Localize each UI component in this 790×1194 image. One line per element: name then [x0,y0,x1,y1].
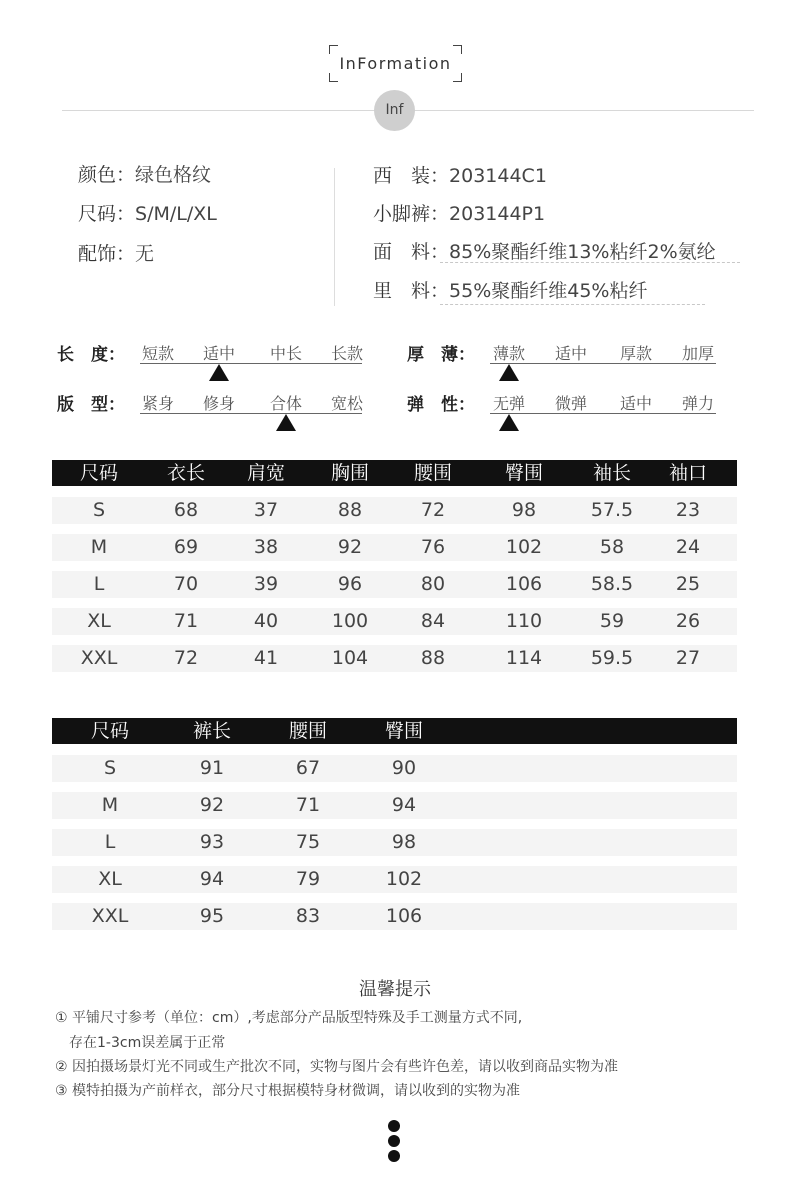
table-cell: 88 [420,647,446,669]
lining-underline [440,304,705,305]
table-row [52,534,737,561]
scale-elasticity-option: 弹力 [681,394,715,413]
table-cell: 72 [420,499,446,521]
table-cell: 94 [199,868,225,890]
table-row [52,571,737,598]
fabric-underline [440,262,740,263]
column-header: 腰围 [413,462,453,484]
table-cell: 58.5 [590,573,634,595]
table-cell: 72 [173,647,199,669]
table-cell: 96 [337,573,363,595]
scale-thickness-marker [499,364,519,381]
table-cell: 67 [295,757,321,779]
table-cell: XXL [91,905,129,927]
information-heading-frame [329,45,462,82]
table-row [52,866,737,893]
table-cell: 57.5 [590,499,634,521]
table-cell: XL [87,610,111,632]
scale-length-option: 中长 [269,344,303,363]
table-row [52,792,737,819]
table-cell: 91 [199,757,225,779]
info-divider [334,168,335,306]
pants-size-table [52,718,737,933]
scale-fit-label: 版 型： [57,395,125,415]
table-cell: 94 [391,794,417,816]
table-cell: L [93,573,105,595]
info-accessory: 配饰：无 [78,243,155,265]
scale-fit-marker [276,414,296,431]
column-header: 臀围 [504,462,544,484]
table-cell: 102 [385,868,423,890]
scale-elasticity-option: 无弹 [492,394,526,413]
table-cell: 75 [295,831,321,853]
table-row [52,755,737,782]
note-line: 存在1-3cm误差属于正常 [55,1035,226,1051]
scale-elasticity-option: 适中 [619,394,653,413]
table-cell: 90 [391,757,417,779]
table-cell: 59 [599,610,625,632]
column-header: 胸围 [330,462,370,484]
column-header: 袖口 [668,462,708,484]
table-cell: 114 [505,647,543,669]
table-cell: 83 [295,905,321,927]
table-header [52,460,737,486]
note-line: ① 平铺尺寸参考（单位：cm）,考虑部分产品版型特殊及手工测量方式不同, [55,1010,523,1026]
table-row [52,608,737,635]
column-header: 肩宽 [246,462,286,484]
scale-length-label: 长 度： [57,345,125,365]
table-cell: 41 [253,647,279,669]
jacket-size-table [52,460,737,675]
table-cell: 24 [675,536,701,558]
table-cell: 92 [199,794,225,816]
scale-length-option: 适中 [202,344,236,363]
table-cell: 71 [173,610,199,632]
table-cell: 25 [675,573,701,595]
scale-length-option: 长款 [330,344,364,363]
scale-elasticity-label: 弹 性： [407,395,475,415]
info-pants-code: 小脚裤：203144P1 [373,203,546,225]
table-cell: 104 [331,647,369,669]
column-header: 臀围 [384,720,424,742]
table-cell: 40 [253,610,279,632]
scale-elasticity-line [490,413,716,414]
scale-thickness-option: 厚款 [619,344,653,363]
column-header: 衣长 [166,462,206,484]
page-title: InFormation [339,54,452,73]
table-cell: 39 [253,573,279,595]
table-cell: 71 [295,794,321,816]
table-cell: 26 [675,610,701,632]
table-cell: 79 [295,868,321,890]
table-cell: 76 [420,536,446,558]
table-cell: 100 [331,610,369,632]
scale-elasticity-option: 微弹 [554,394,588,413]
column-header: 尺码 [90,720,130,742]
scale-thickness-option: 薄款 [492,344,526,363]
table-header [52,718,737,744]
table-cell: 106 [385,905,423,927]
table-cell: 37 [253,499,279,521]
table-cell: 69 [173,536,199,558]
header-badge: Inf [374,90,415,131]
scale-thickness-option: 适中 [554,344,588,363]
table-cell: 38 [253,536,279,558]
column-header: 尺码 [79,462,119,484]
scale-length-option: 短款 [141,344,175,363]
table-cell: L [104,831,116,853]
info-suit-code: 西 装：203144C1 [373,165,547,187]
table-cell: 98 [511,499,537,521]
table-cell: M [90,536,108,558]
table-row [52,829,737,856]
scale-length-line [140,363,362,364]
more-dot [388,1135,400,1147]
column-header: 袖长 [592,462,632,484]
scale-thickness-label: 厚 薄： [407,345,475,365]
scale-length-marker [209,364,229,381]
scale-thickness-option: 加厚 [681,344,715,363]
table-cell: 58 [599,536,625,558]
column-header: 腰围 [288,720,328,742]
table-cell: 110 [505,610,543,632]
scale-fit-option: 紧身 [141,394,175,413]
info-fabric: 面 料：85%聚酯纤维13%粘纤2%氨纶 [373,241,716,263]
scale-fit-line [140,413,362,414]
scale-fit-option: 宽松 [330,394,364,413]
table-cell: S [103,757,117,779]
table-cell: 106 [505,573,543,595]
table-cell: S [92,499,106,521]
table-cell: 70 [173,573,199,595]
table-cell: 59.5 [590,647,634,669]
table-cell: 93 [199,831,225,853]
info-color: 颜色：绿色格纹 [78,164,212,186]
info-lining: 里 料：55%聚酯纤维45%粘纤 [373,280,648,302]
more-dot [388,1120,400,1132]
table-cell: 88 [337,499,363,521]
table-cell: 84 [420,610,446,632]
scale-fit-option: 合体 [269,394,303,413]
column-header: 裤长 [192,720,232,742]
table-cell: XXL [80,647,118,669]
scale-fit-option: 修身 [202,394,236,413]
table-cell: 23 [675,499,701,521]
table-cell: 92 [337,536,363,558]
table-cell: 102 [505,536,543,558]
table-cell: 80 [420,573,446,595]
note-line: ③ 模特拍摄为产前样衣，部分尺寸根据模特身材微调，请以收到的实物为准 [55,1083,520,1099]
scale-elasticity-marker [499,414,519,431]
more-dot [388,1150,400,1162]
scale-thickness-line [490,363,716,364]
table-row [52,645,737,672]
notes-title: 温馨提示 [359,979,431,1000]
info-size: 尺码：S/M/L/XL [78,203,217,225]
table-cell: M [101,794,119,816]
table-row [52,497,737,524]
table-cell: 27 [675,647,701,669]
table-cell: XL [98,868,122,890]
table-cell: 95 [199,905,225,927]
table-cell: 68 [173,499,199,521]
table-row [52,903,737,930]
note-line: ② 因拍摄场景灯光不同或生产批次不同，实物与图片会有些许色差，请以收到商品实物为准 [55,1059,618,1075]
table-cell: 98 [391,831,417,853]
